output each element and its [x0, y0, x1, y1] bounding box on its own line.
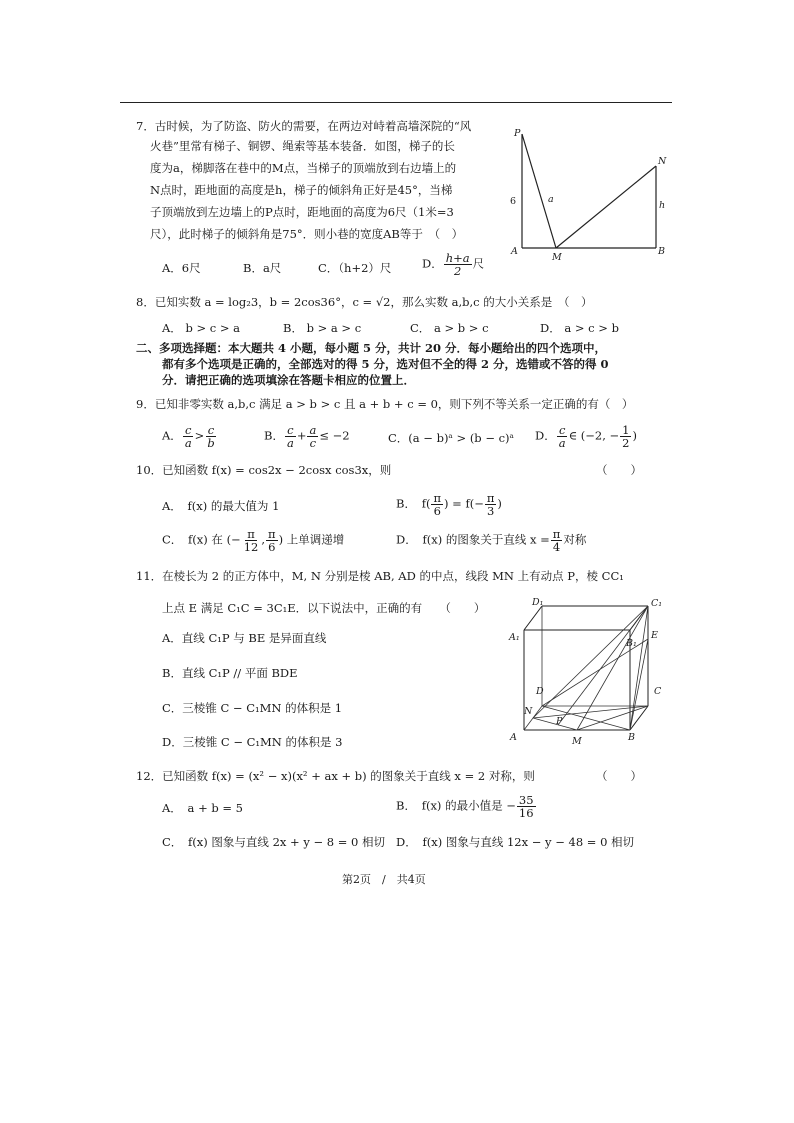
q10-d-end: 对称 [563, 532, 587, 547]
q7-option-d-suffix: 尺 [472, 256, 485, 271]
q8-option-c: C． a > b > c [410, 321, 489, 335]
q7-option-d-numerator: h+a [445, 251, 470, 265]
label-h: h [659, 200, 666, 211]
q7-option-d-fraction [444, 252, 472, 277]
q7-line-3: 度为a，梯脚落在巷中的M点，当梯子的顶端放到右边墙上的 [150, 161, 457, 175]
q10-b-frac-1 [431, 492, 443, 517]
q9-a-frac-2 [205, 424, 216, 449]
q7-option-b: B．a尺 [243, 261, 282, 275]
q9-b-frac-1-num: c [287, 423, 294, 437]
q7-option-d [422, 252, 484, 277]
q9-a-frac-1-num: c [185, 423, 192, 437]
ladder-pm-line [522, 134, 556, 248]
page-footer: 第2页 / 共4页 [342, 873, 426, 886]
label-a: A [510, 732, 517, 743]
q11-option-d: D．三棱锥 C − C₁MN 的体积是 3 [162, 735, 343, 749]
q10-d-frac-num: π [552, 527, 561, 541]
q10-b-frac-2-den: 3 [486, 504, 495, 518]
label-c: C [654, 686, 662, 697]
q8-option-d: D． a > c > b [540, 321, 619, 335]
q12-option-d: D． f(x) 图象与直线 12x − y − 48 = 0 相切 [396, 835, 635, 849]
q9-option-d [535, 424, 637, 449]
q7-line-1: 7．古时候，为了防盗、防火的需要，在两边对峙着高墙深院的“风 [136, 119, 472, 133]
q9-d-frac-1-num: c [558, 423, 566, 437]
q7-option-d-prefix: D． [422, 256, 443, 271]
q7-line-6: 尺），此时梯子的倾斜角是75°．则小巷的宽度AB等于 （ ） [150, 227, 464, 241]
q7-option-a: A．6尺 [162, 261, 201, 275]
label-e: E [651, 630, 658, 641]
label-n: N [524, 706, 533, 717]
q11-option-b: B．直线 C₁P // 平面 BDE [162, 666, 298, 680]
section-2-line-3: 分．请把正确的选项填涂在答题卡相应的位置上． [162, 373, 415, 387]
segment-nm [533, 718, 577, 730]
q10-d-frac-den: 4 [552, 540, 561, 554]
cube-figure [506, 596, 676, 752]
q10-b-mid: ) = f(− [444, 496, 484, 511]
q12-answer-paren: （ ） [596, 769, 642, 783]
q7-line-4: N点时，距地面的高度是h，梯子的倾斜角正好是45°，当梯 [150, 183, 453, 197]
label-b: B [628, 732, 635, 743]
q10-b-end: ) [497, 496, 502, 511]
q9-a-frac-2-num: c [207, 423, 215, 437]
label-a1: A₁ [509, 632, 520, 643]
q12-b-prefix: B． f(x) 的最小值是 − [396, 798, 516, 813]
label-six: 6 [510, 196, 517, 207]
q9-b-frac-2-den: c [309, 436, 317, 450]
label-B: B [658, 246, 665, 257]
q11-line-2: 上点 E 满足 C₁C = 3C₁E．以下说法中，正确的有 （ ） [162, 601, 486, 615]
label-m: M [572, 736, 582, 747]
q9-b-op: + [296, 428, 307, 443]
label-a: a [548, 194, 554, 205]
q10-b-frac-1-num: π [433, 491, 442, 505]
q9-b-frac-1-den: a [286, 436, 294, 450]
q10-c-frac-2-num: π [268, 527, 276, 541]
q7-option-c: C．（h+2）尺 [318, 261, 392, 275]
q10-b-frac-2-num: π [486, 491, 495, 505]
q9-option-b [264, 424, 350, 449]
q12-b-frac [517, 794, 536, 819]
q9-b-frac-2-num: a [309, 423, 317, 437]
q9-b-frac-1 [285, 424, 296, 449]
q10-answer-paren: （ ） [596, 463, 642, 477]
q9-a-frac-1 [183, 424, 194, 449]
header-rule [120, 102, 672, 103]
q12-option-b [396, 794, 537, 819]
q9-option-d-prefix: D． [535, 428, 556, 443]
q8-option-b: B． b > a > c [283, 321, 362, 335]
q9-stem: 9．已知非零实数 a,b,c 满足 a > b > c 且 a + b + c = 0，则下列不等关系一定正确的有（ ） [136, 397, 634, 411]
q10-option-a: A． f(x) 的最大值为 1 [162, 499, 280, 513]
q7-line-5: 子顶端放到左边墙上的P点时，距地面的高度为6尺（1米=3 [150, 205, 454, 219]
q9-option-b-prefix: B． [264, 428, 284, 443]
edge-de [542, 639, 648, 706]
label-b1: B₁ [626, 638, 637, 649]
q9-a-frac-1-den: a [184, 436, 192, 450]
q10-b-prefix: B． f( [396, 496, 431, 511]
q7-option-d-denominator: 2 [454, 264, 462, 278]
q9-b-rest: ≤ −2 [319, 428, 350, 443]
q9-d-end: ) [632, 428, 637, 443]
q12-b-frac-num: 35 [518, 793, 534, 807]
q9-d-frac-1-den: a [558, 436, 566, 450]
ladder-mn-line [556, 166, 656, 248]
label-d1: D₁ [532, 597, 544, 608]
q9-a-frac-2-den: b [207, 436, 215, 450]
q10-c-frac-2 [266, 528, 278, 553]
q10-c-frac-1-den: 12 [243, 540, 259, 554]
q12-b-frac-den: 16 [518, 806, 534, 820]
edge-d1a1 [524, 606, 542, 630]
label-d: D [536, 686, 544, 697]
q12-option-a: A． a + b = 5 [162, 801, 243, 815]
q11-stem: 11．在棱长为 2 的正方体中，M, N 分别是棱 AB, AD 的中点，线段 MN 上有动点 P，棱 CC₁ [136, 569, 624, 583]
q10-c-mid: , [261, 532, 265, 547]
q11-option-a: A．直线 C₁P 与 BE 是异面直线 [162, 631, 327, 645]
q12-option-c: C． f(x) 图象与直线 2x + y − 8 = 0 相切 [162, 835, 386, 849]
q8-option-a: A． b > c > a [162, 321, 241, 335]
ladder-figure [508, 124, 674, 264]
q9-d-mid: ∈ (−2, − [568, 428, 620, 443]
q12-stem: 12．已知函数 f(x) = (x² − x)(x² + ax + b) 的图象关于直线 x = 2 对称，则 [136, 769, 535, 783]
q10-c-end: ) 上单调递增 [278, 532, 345, 547]
label-p: P [556, 716, 563, 727]
q10-option-b [396, 492, 502, 517]
segment-c1n [533, 606, 648, 718]
q10-c-prefix: C． f(x) 在 (− [162, 532, 241, 547]
q10-b-frac-1-den: 6 [433, 504, 441, 518]
q9-d-frac-2-den: 2 [622, 436, 630, 450]
q10-stem: 10．已知函数 f(x) = cos2x − 2cosx cos3x，则 [136, 463, 392, 477]
q9-a-op: > [194, 428, 205, 443]
q8-stem: 8．已知实数 a = log₂3，b = 2cos36°，c = √2，那么实数 a,b,c 的大小关系是 （ ） [136, 295, 593, 309]
section-2-line-1: 二、多项选择题：本大题共 4 小题，每小题 5 分，共计 20 分．每小题给出的四个选项中， [136, 341, 607, 355]
segment-c1m [577, 606, 648, 730]
label-A: A [511, 246, 518, 257]
q11-option-c: C．三棱锥 C − C₁MN 的体积是 1 [162, 701, 343, 715]
q9-d-frac-2-num: 1 [622, 423, 630, 437]
q10-c-frac-1 [242, 528, 261, 553]
q7-line-2: 火巷”里常有梯子、铜锣、绳索等基本装备．如图，梯子的长 [150, 139, 455, 153]
q9-option-a-prefix: A． [162, 428, 182, 443]
q10-option-d [396, 528, 586, 553]
q10-d-frac [551, 528, 563, 553]
q10-option-c [162, 528, 344, 553]
edge-be [630, 639, 648, 730]
q9-d-frac-1 [557, 424, 568, 449]
q9-d-frac-2 [620, 424, 631, 449]
section-2-line-2: 都有多个选项是正确的，全部选对的得 5 分，选对但不全的得 2 分，选错或不答的得 0 [162, 357, 609, 371]
label-M: M [552, 252, 562, 263]
q9-option-a [162, 424, 218, 449]
q9-option-c: C．(a − b)ᵃ > (b − c)ᵃ [388, 431, 514, 445]
q10-b-frac-2 [485, 492, 497, 517]
label-p: P [514, 128, 521, 139]
q10-c-frac-1-num: π [247, 527, 255, 541]
label-c1: C₁ [651, 598, 663, 609]
q10-d-prefix: D． f(x) 的图象关于直线 x = [396, 532, 550, 547]
q9-b-frac-2 [307, 424, 318, 449]
q10-c-frac-2-den: 6 [268, 540, 276, 554]
label-n: N [658, 156, 667, 167]
